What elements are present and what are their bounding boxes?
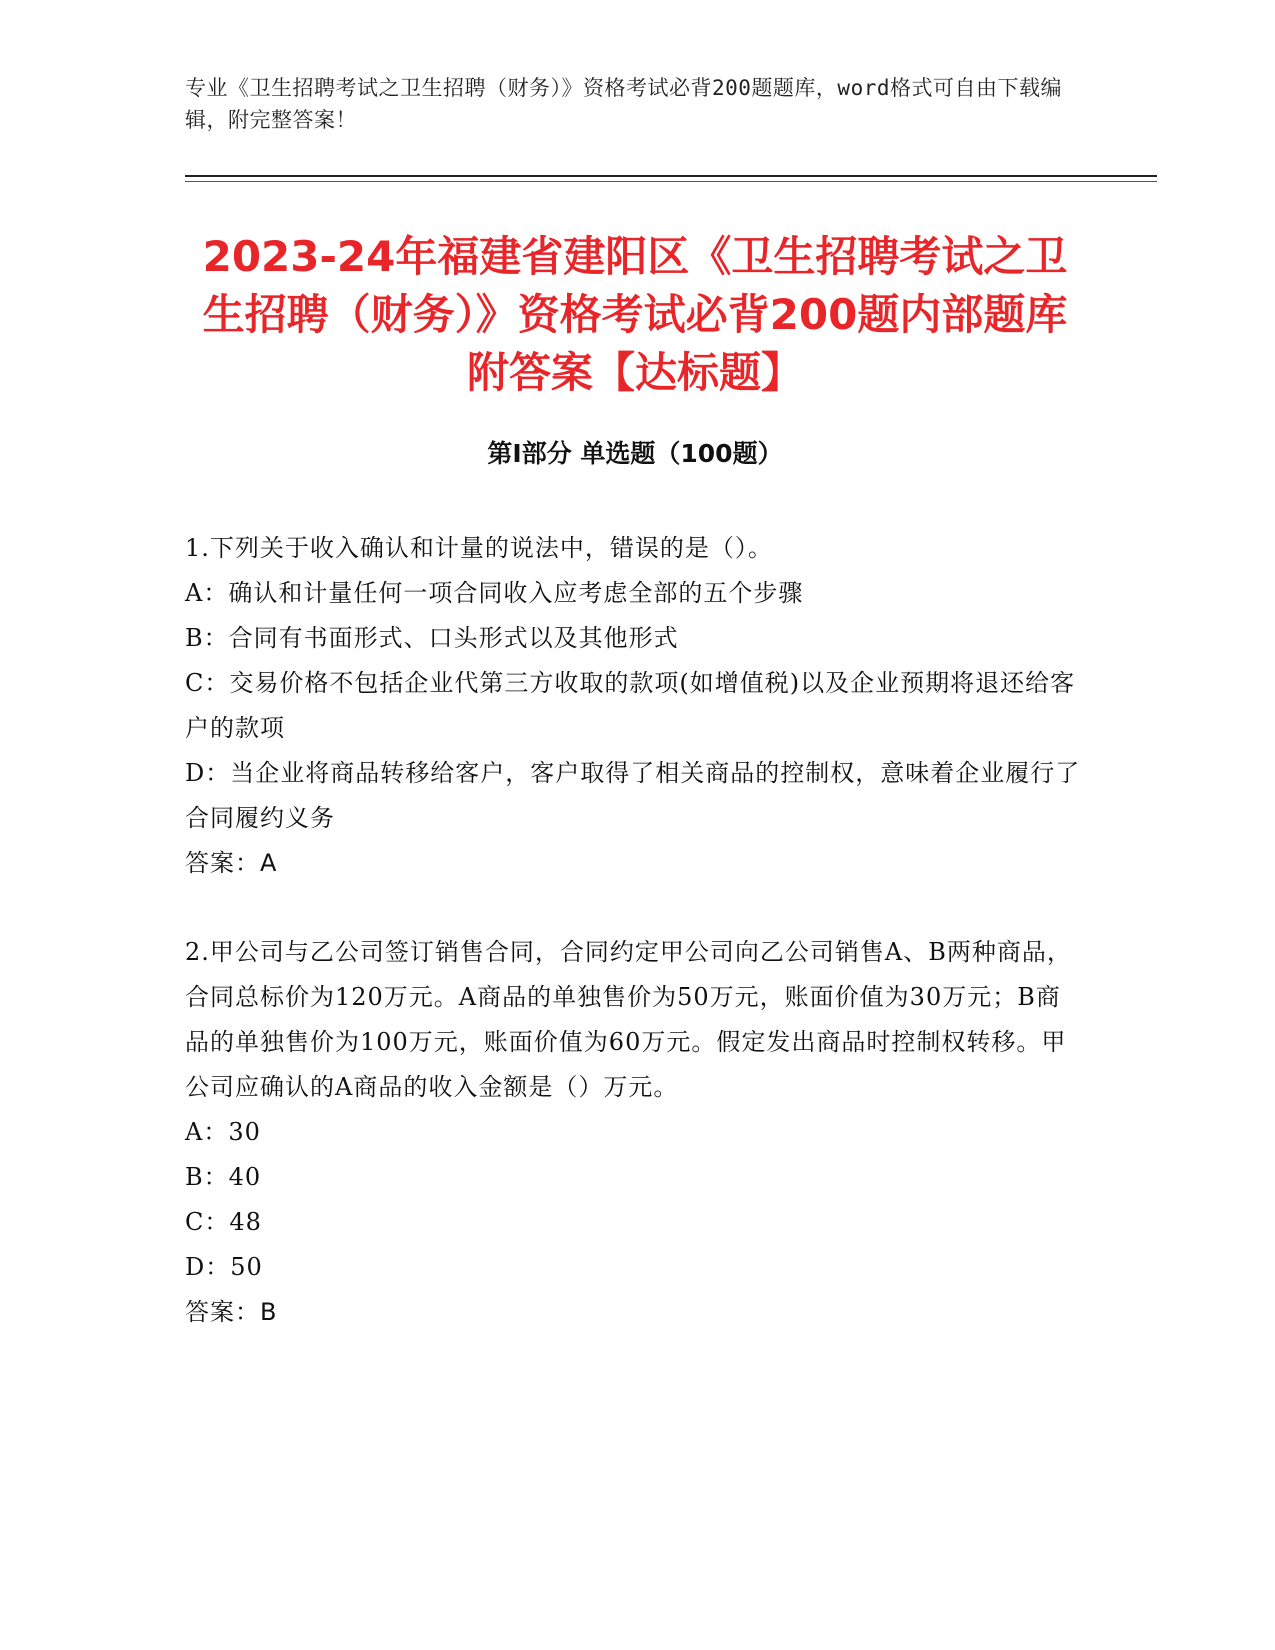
document-title: 2023-24年福建省建阳区《卫生招聘考试之卫生招聘（财务）》资格考试必背200题内部题库附答案【达标题】 xyxy=(202,232,1068,397)
option-a: A：确认和计量任何一项合同收入应考虑全部的五个步骤 xyxy=(185,579,804,607)
answer: 答案：A xyxy=(185,849,278,877)
option-c: C：交易价格不包括企业代第三方收取的款项(如增值税)以及企业预期将退还给客户的款项 xyxy=(185,669,1076,742)
option-d: D：当企业将商品转移给客户，客户取得了相关商品的控制权，意味着企业履行了合同履约义务 xyxy=(185,759,1081,832)
answer: 答案：B xyxy=(185,1298,278,1326)
option-c: C：48 xyxy=(185,1208,262,1236)
option-d: D：50 xyxy=(185,1253,263,1281)
question-text: 1.下列关于收入确认和计量的说法中，错误的是（）。 xyxy=(185,534,773,562)
section-title: 第Ⅰ部分 单选题（100题） xyxy=(487,439,783,468)
question-1 xyxy=(185,526,1085,886)
option-b: B：合同有书面形式、口头形式以及其他形式 xyxy=(185,624,679,652)
option-a: A：30 xyxy=(185,1118,261,1146)
header-divider-thin xyxy=(185,181,1157,182)
header-divider-thick xyxy=(185,175,1157,177)
header-note: 专业《卫生招聘考试之卫生招聘（财务）》资格考试必背200题题库，word格式可自由下载编辑，附完整答案！ xyxy=(185,76,1062,132)
question-text: 2.甲公司与乙公司签订销售合同，合同约定甲公司向乙公司销售A、B两种商品，合同总标价为120万元。A商品的单独售价为50万元，账面价值为30万元；B商品的单独售价为100万元，账面价值为60万元。假定发出商品时控制权转移。甲公司应确认的A商品的收入金额是（）万元。 xyxy=(185,938,1072,1101)
question-2 xyxy=(185,930,1085,1335)
option-b: B：40 xyxy=(185,1163,262,1191)
